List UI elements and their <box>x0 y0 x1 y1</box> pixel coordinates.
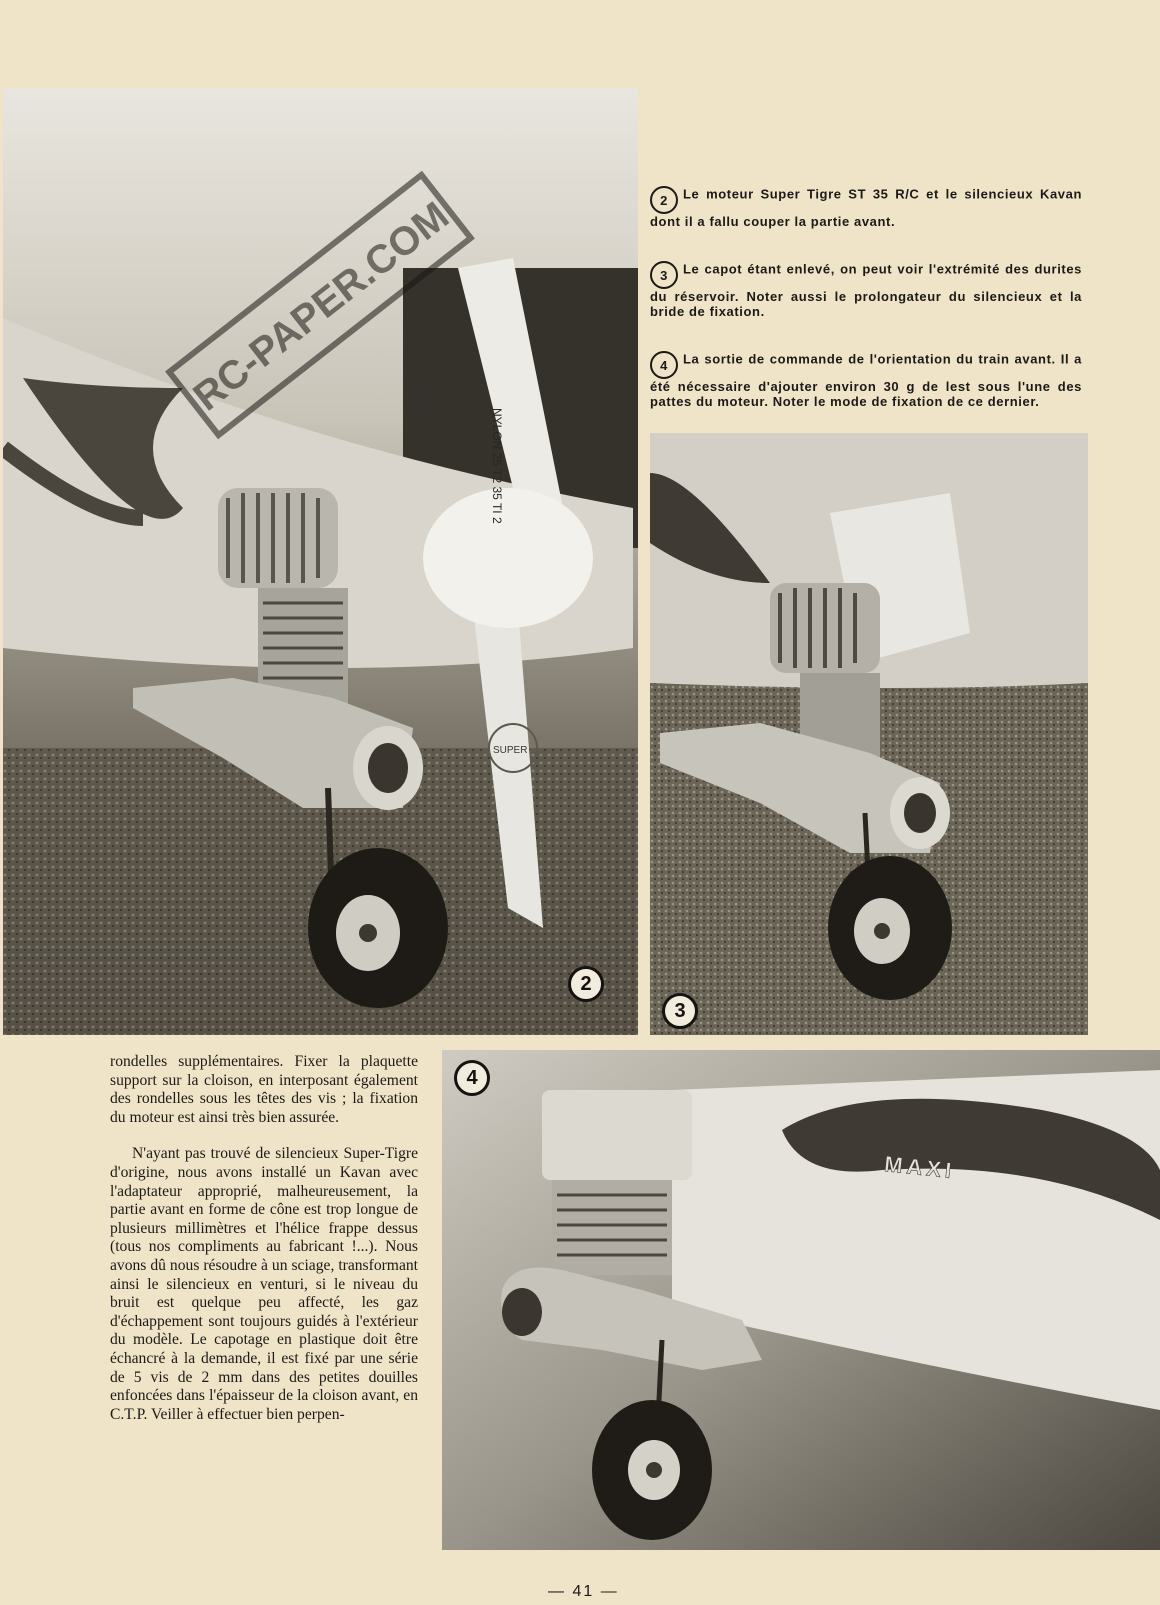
photo-4-badge: 4 <box>454 1060 490 1096</box>
fuselage-maxi-text: MAXI <box>883 1151 957 1184</box>
watermark-text: RC-PAPER.COM <box>185 193 458 420</box>
caption-2-text: Le moteur Super Tigre ST 35 R/C et le silencieux Kavan dont il a fallu couper la partie avant. <box>650 186 1082 229</box>
photo-4-nose-gear <box>442 1050 1160 1550</box>
article-body <box>110 1053 418 1442</box>
photo-3-illustration <box>650 433 1088 1035</box>
caption-2 <box>650 186 1082 229</box>
body-paragraph: rondelles supplémentaires. Fixer la plaquette support sur la cloison, en interposant également des rondelles sous les têtes des vis ; la fixation du moteur est ainsi très bien assurée. <box>110 1053 418 1126</box>
caption-3-number: 3 <box>650 261 678 289</box>
propeller-text: NYLON 25 T2 35 TI 2 <box>490 408 504 524</box>
caption-4 <box>650 351 1082 409</box>
propeller-logo-text: SUPER <box>493 745 528 756</box>
caption-4-text: La sortie de commande de l'orientation du train avant. Il a été nécessaire d'ajouter environ 30 g de lest sous l'une des pattes du moteur. Noter le mode de fixation de ce dernier. <box>650 351 1082 409</box>
photo-3-engine-uncowled <box>650 433 1088 1035</box>
photo-3-badge: 3 <box>662 993 698 1029</box>
caption-2-number: 2 <box>650 186 678 214</box>
photo-4-illustration <box>442 1050 1160 1550</box>
caption-3 <box>650 261 1082 319</box>
photo-2-badge: 2 <box>568 966 604 1002</box>
caption-3-text: Le capot étant enlevé, on peut voir l'extrémité des durites du réservoir. Noter aussi le prolongateur du silencieux et la bride de fixation. <box>650 261 1082 319</box>
caption-4-number: 4 <box>650 351 678 379</box>
watermark-stamp <box>140 170 500 440</box>
body-paragraph: N'ayant pas trouvé de silencieux Super-Tigre d'origine, nous avons installé un Kavan avec l'adaptateur approprié, malheureusement, la partie avant en forme de cône est trop longue de plusieurs millimètres et l'hélice frappe dessus (tous nos compliments au fabricant !...). Nous avons dû nous résoudre à un sciage, transformant ainsi le silencieux en venturi, si le niveau du bruit est quelque peu affecté, les gaz d'échappement sont toujours guidés à l'extérieur du modèle. Le capotage en plastique doit être échancré à la demande, il est fixé par une série de 5 vis de 2 mm dans des petites douilles enfoncées dans l'épaisseur de la cloison avant, en C.T.P. Veiller à effectuer bien perpen- <box>110 1145 418 1423</box>
page-number: — 41 — <box>548 1583 619 1600</box>
